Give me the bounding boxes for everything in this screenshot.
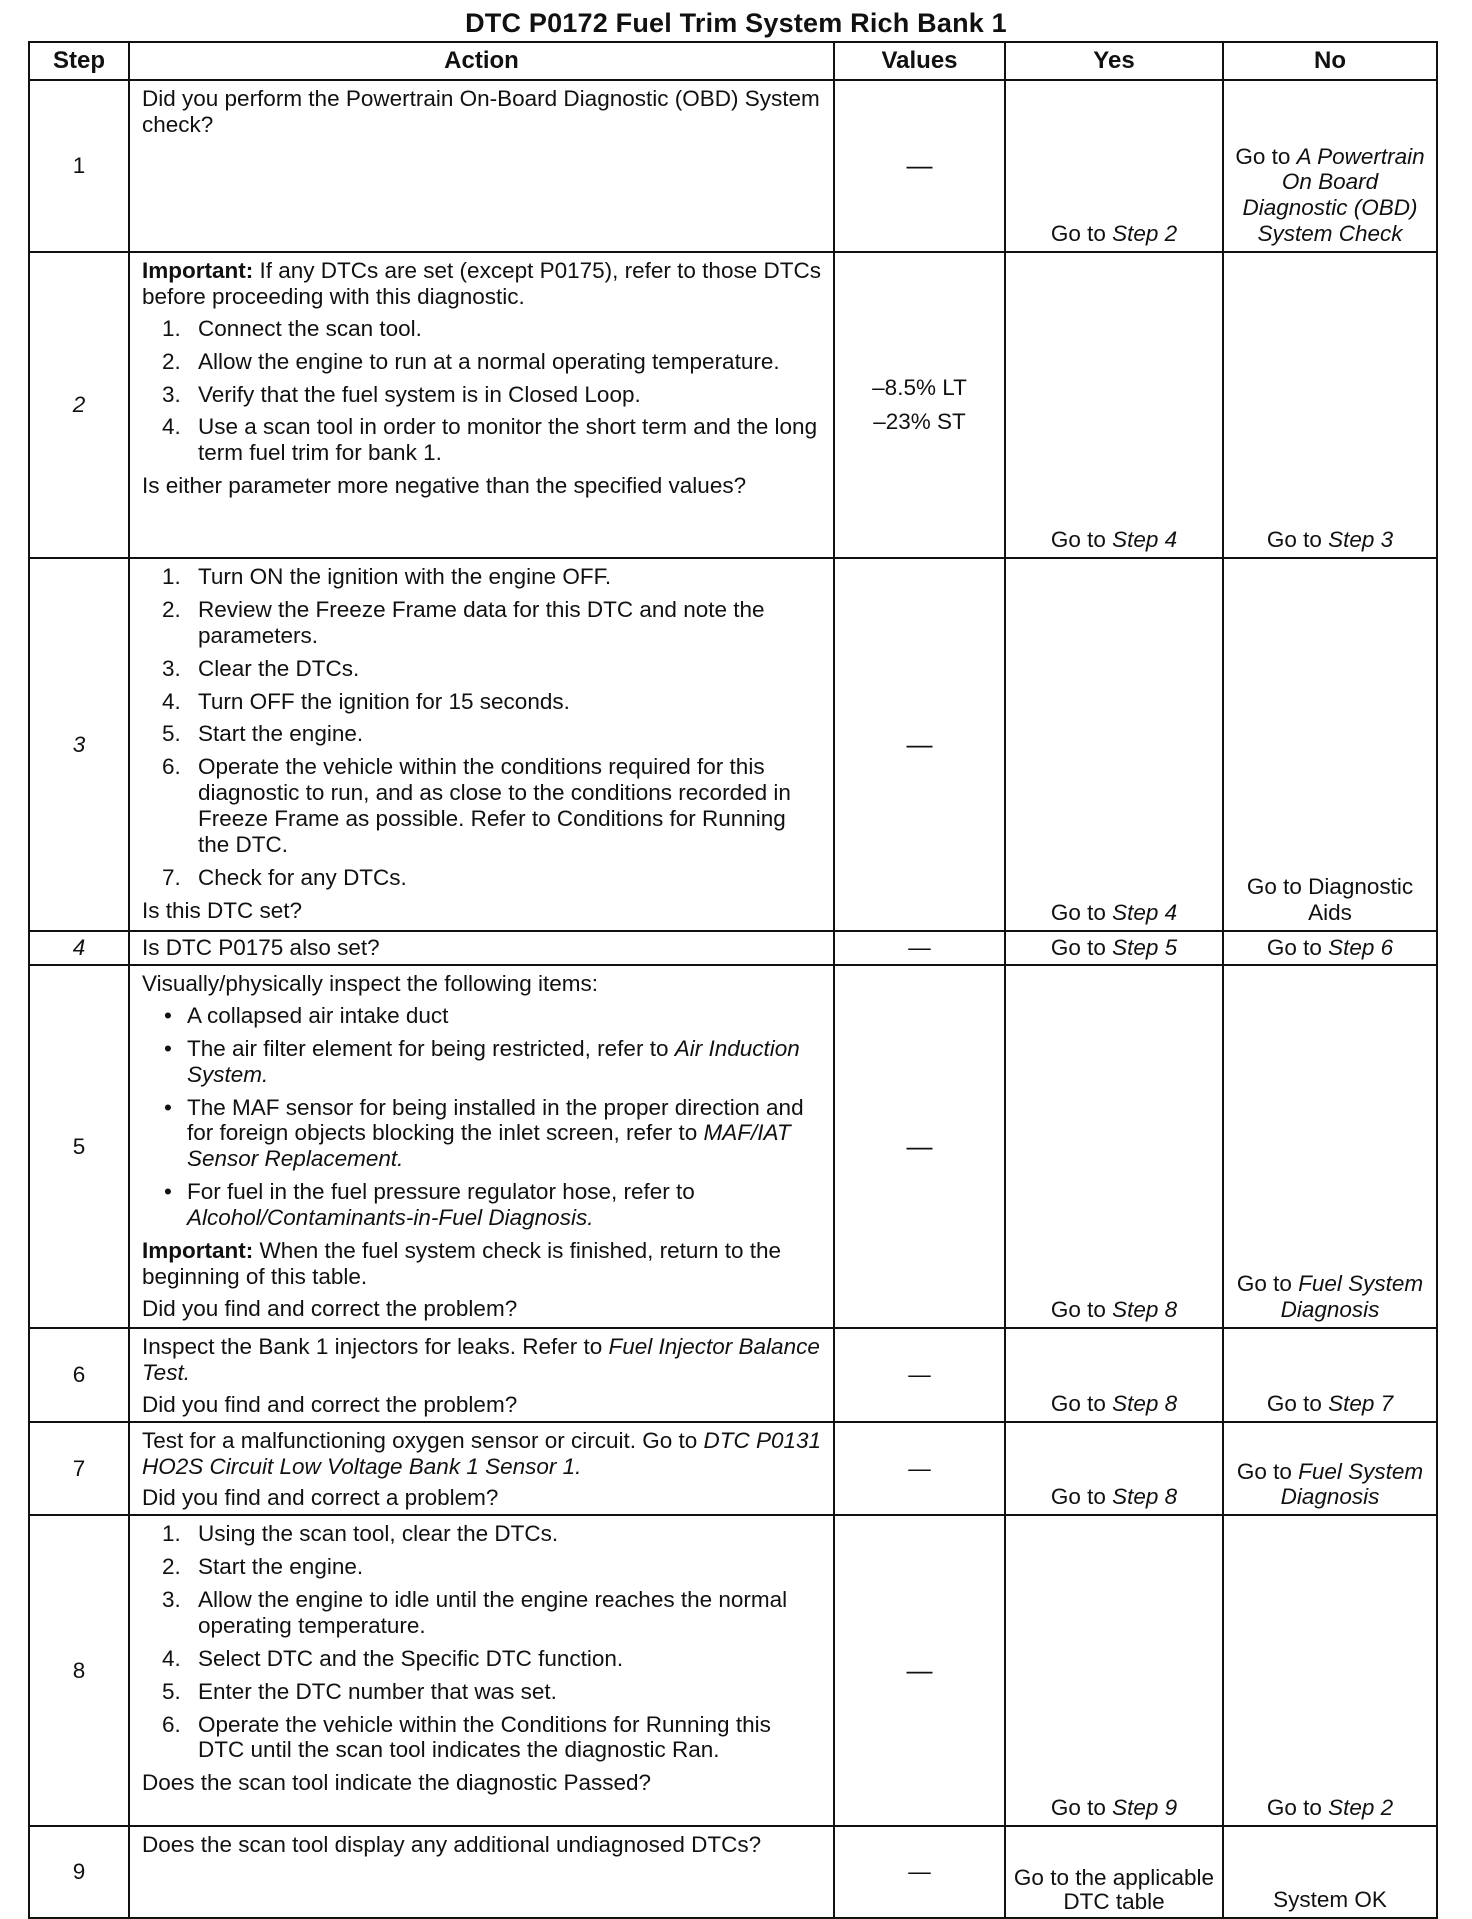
list-item: 2. Start the engine. [162,1554,364,1580]
list-item: 3. Verify that the fuel system is in Closed Loop. [162,381,641,407]
important-text: If any DTCs are set (except P0175), refer to those DTCs before proceeding with this diagnostic. [142,258,821,309]
yes-link[interactable]: Step 5 [1112,935,1178,961]
important-text: When the fuel system check is finished, return to the beginning of this table. [142,1237,782,1289]
action-cell [129,558,834,931]
yes-link[interactable]: Go to the applicable DTC table [1013,1865,1215,1914]
values-dash: — [908,935,931,961]
values-cell [834,1422,1005,1516]
list-item [142,1003,823,1029]
yes-prefix: Go to [1050,1484,1113,1510]
numbered-list [142,316,823,466]
no-result: System OK [1273,1887,1387,1913]
list-item-text: Use a scan tool in order to monitor the short term and the long term fuel trim for bank 1. [198,414,818,466]
values-dash: — [908,1859,931,1885]
step-number: 6 [29,1328,129,1422]
action-cell [129,1328,834,1422]
action-cell [129,252,834,558]
intro-text: Visually/physically inspect the following items: [142,971,599,996]
yes-prefix: Go to [1050,900,1113,926]
list-item: 3. Allow the engine to idle until the engine reaches the normal operating temperature. [162,1587,788,1638]
no-link[interactable]: Step 7 [1328,1390,1394,1416]
header-step: Step [29,42,129,80]
no-link[interactable]: Fuel System Diagnosis [1280,1458,1424,1510]
instruction-text-body: Inspect the Bank 1 injectors for leaks. Refer to [142,1334,609,1359]
action-cell [129,931,834,965]
instruction-text-body: Test for a malfunctioning oxygen sensor or circuit. Go to [142,1427,704,1453]
table-row-step-7 [29,1422,1437,1516]
table-row-step-1 [29,80,1437,252]
yes-cell [1005,1328,1223,1422]
no-prefix: Go to [1266,1390,1329,1416]
table-row-step-3 [29,558,1437,931]
values-cell [834,1515,1005,1826]
important-label: Important: [142,258,254,283]
values-dash: — [906,1130,933,1161]
no-link[interactable]: Go to Diagnostic Aids [1246,874,1414,926]
no-link[interactable]: Step 6 [1328,935,1394,961]
page-title: DTC P0172 Fuel Trim System Rich Bank 1 [465,8,1007,38]
header-row [29,42,1437,80]
list-item: 5. Enter the DTC number that was set. [162,1678,557,1704]
list-item-text: Turn OFF the ignition for 15 seconds. [198,688,570,714]
question-text: Did you find and correct the problem? [142,1295,518,1321]
question-text: Did you find and correct the problem? [142,1391,518,1417]
no-cell [1223,1328,1437,1422]
list-item: 2. Allow the engine to run at a normal operating temperature. [162,348,780,374]
values-dash: — [908,1455,931,1481]
question-text: Does the scan tool display any additional undiagnosed DTCs? [142,1832,762,1858]
list-item: 5. Start the engine. [162,721,364,747]
no-prefix: Go to [1235,143,1297,169]
question-text: Did you perform the Powertrain On-Board Diagnostic (OBD) System check? [142,86,820,137]
table-row-step-8 [29,1515,1437,1826]
values-cell [834,965,1005,1328]
instruction-text [142,1428,823,1480]
list-item: 1. Turn ON the ignition with the engine OFF. [162,564,612,589]
list-item-text: Turn ON the ignition with the engine OFF. [198,564,612,589]
values-cell [834,80,1005,252]
list-item: 6. Operate the vehicle within the conditions required for this diagnostic to run, and as close to the conditions recorded in Freeze Frame as possible. Refer to Conditions for Running the DTC. [162,754,791,857]
list-item-text: Clear the DTCs. [198,655,360,681]
no-prefix: Go to [1266,1795,1329,1821]
no-prefix: Go to [1236,1458,1299,1484]
list-item: 7. Check for any DTCs. [162,864,407,890]
reference-link[interactable]: DTC P0131 HO2S Circuit Low Voltage Bank 1 Sensor 1. [142,1427,822,1479]
header-action: Action [129,42,834,80]
list-item: 4. Select DTC and the Specific DTC function. [162,1645,624,1671]
list-item-text: Start the engine. [198,721,364,747]
value-lt: –8.5% LT [872,375,967,401]
question-text: Did you find and correct a problem? [142,1485,499,1511]
important-note [142,1238,823,1290]
table-row-step-5 [29,965,1437,1328]
no-cell [1223,931,1437,965]
yes-prefix: Go to [1050,221,1113,247]
yes-link[interactable]: Step 4 [1112,900,1178,926]
yes-prefix: Go to [1050,527,1113,553]
list-item-text: The air filter element for being restricted, refer to [187,1035,675,1061]
no-prefix: Go to [1266,527,1329,553]
action-cell [129,965,834,1328]
list-item-text: The MAF sensor for being installed in the proper direction and for foreign objects blocking the inlet screen, refer to [187,1094,804,1146]
list-item: 6. Operate the vehicle within the Conditions for Running this DTC until the scan tool indicates the diagnostic Ran. [162,1711,771,1763]
question-text: Does the scan tool indicate the diagnostic Passed? [142,1770,652,1796]
step-number-text: 3 [72,731,86,757]
no-prefix: Go to [1236,1271,1299,1297]
values-dash: — [906,1654,933,1685]
list-item-text: Select DTC and the Specific DTC function. [198,1645,624,1671]
list-item [142,1036,823,1088]
values-cell [834,1328,1005,1422]
value-st: –23% ST [873,409,966,434]
step-number [29,931,129,965]
action-cell [129,1826,834,1918]
numbered-list [142,564,823,891]
list-item-text: Start the engine. [198,1554,364,1580]
action-cell [129,80,834,252]
reference-link[interactable]: Fuel Injector Balance Test. [142,1334,820,1385]
list-item-text: Check for any DTCs. [198,864,407,890]
list-item-text: Using the scan tool, clear the DTCs. [198,1521,559,1547]
step-number: 7 [29,1422,129,1516]
values-cell [834,1826,1005,1918]
step-number: 9 [29,1826,129,1918]
yes-prefix: Go to [1050,1297,1113,1323]
question-text: Is this DTC set? [142,897,303,923]
table-row-step-6 [29,1328,1437,1422]
list-item-text: For fuel in the fuel pressure regulator hose, refer to [187,1179,695,1205]
no-link[interactable]: Step 3 [1328,527,1394,553]
list-item-text: Operate the vehicle within the conditions required for this diagnostic to run, and as close to the conditions recorded in Freeze Frame as possible. Refer to Conditions for Running the DTC. [198,754,791,857]
no-cell [1223,80,1437,252]
list-item-text: Operate the vehicle within the Conditions for Running this DTC until the scan tool indicates the diagnostic Ran. [198,1711,771,1763]
yes-cell [1005,80,1223,252]
header-yes: Yes [1005,42,1223,80]
no-cell [1223,1515,1437,1826]
values-cell [834,931,1005,965]
step-number [29,558,129,931]
no-cell [1223,1422,1437,1516]
values-dash: — [906,150,933,181]
yes-link[interactable]: Step 8 [1112,1297,1178,1323]
yes-link[interactable]: Step 2 [1112,221,1178,247]
numbered-list [142,1521,823,1763]
values-dash: — [906,728,933,759]
question-text: Is DTC P0175 also set? [142,935,380,961]
step-number [29,252,129,558]
no-cell [1223,1826,1437,1918]
list-item-text: Allow the engine to run at a normal operating temperature. [198,348,780,374]
no-link[interactable]: A Powertrain On Board Diagnostic (OBD) System Check [1242,143,1425,247]
list-item: 1. Using the scan tool, clear the DTCs. [162,1521,559,1547]
action-cell [129,1422,834,1516]
values-cell [834,252,1005,558]
values-cell [834,558,1005,931]
yes-link[interactable]: Step 4 [1112,527,1178,553]
yes-cell [1005,965,1223,1328]
step-number: 8 [29,1515,129,1826]
yes-prefix: Go to [1050,935,1113,961]
yes-link[interactable]: Step 8 [1112,1484,1178,1510]
header-no: No [1223,42,1437,80]
yes-link[interactable]: Step 9 [1112,1795,1178,1821]
yes-prefix: Go to [1050,1390,1113,1416]
table-row-step-9 [29,1826,1437,1918]
table-row-step-4 [29,931,1437,965]
list-item [142,1095,823,1173]
yes-cell [1005,931,1223,965]
instruction-text [142,1334,823,1386]
step-number: 1 [29,80,129,252]
question-text: Is either parameter more negative than the specified values? [142,473,747,499]
yes-prefix: Go to [1050,1795,1113,1821]
yes-cell [1005,252,1223,558]
list-item: 3. Clear the DTCs. [162,655,360,681]
reference-link[interactable]: MAF/IAT Sensor Replacement. [187,1120,791,1172]
important-label: Important: [142,1237,254,1263]
reference-link[interactable]: Alcohol/Contaminants-in-Fuel Diagnosis. [187,1205,594,1230]
list-item: 1. Connect the scan tool. [162,315,422,341]
bullet-list [142,1003,823,1231]
yes-link[interactable]: Step 8 [1112,1390,1178,1416]
no-cell [1223,558,1437,931]
step-number: 5 [29,965,129,1328]
list-item-text: Connect the scan tool. [198,315,422,341]
yes-cell [1005,1422,1223,1516]
list-item-text: Verify that the fuel system is in Closed Loop. [198,381,641,407]
yes-cell [1005,1826,1223,1918]
diagnostic-table [28,41,1438,1919]
action-cell [129,1515,834,1826]
step-number-text: 4 [72,935,86,961]
yes-cell [1005,1515,1223,1826]
reference-link[interactable]: Air Induction System. [187,1035,800,1087]
list-item-text: Review the Freeze Frame data for this DTC and note the parameters. [198,596,765,648]
no-link[interactable]: Fuel System Diagnosis [1280,1271,1424,1323]
important-note [142,258,823,310]
list-item: 4. Turn OFF the ignition for 15 seconds. [162,688,570,714]
no-cell [1223,965,1437,1328]
yes-cell [1005,558,1223,931]
list-item-text: Enter the DTC number that was set. [198,1678,557,1704]
table-row-step-2 [29,252,1437,558]
list-item-text: Allow the engine to idle until the engine reaches the normal operating temperature. [198,1587,788,1638]
no-cell [1223,252,1437,558]
step-number-text: 2 [72,392,86,418]
list-item: 2. Review the Freeze Frame data for this DTC and note the parameters. [162,596,765,648]
no-link[interactable]: Step 2 [1328,1795,1394,1821]
header-values: Values [834,42,1005,80]
no-prefix: Go to [1266,935,1329,961]
values-dash: — [908,1361,931,1387]
list-item [142,1179,823,1231]
list-item-text: A collapsed air intake duct [187,1002,449,1028]
list-item: 4. Use a scan tool in order to monitor the short term and the long term fuel trim for bank 1. [162,414,818,466]
